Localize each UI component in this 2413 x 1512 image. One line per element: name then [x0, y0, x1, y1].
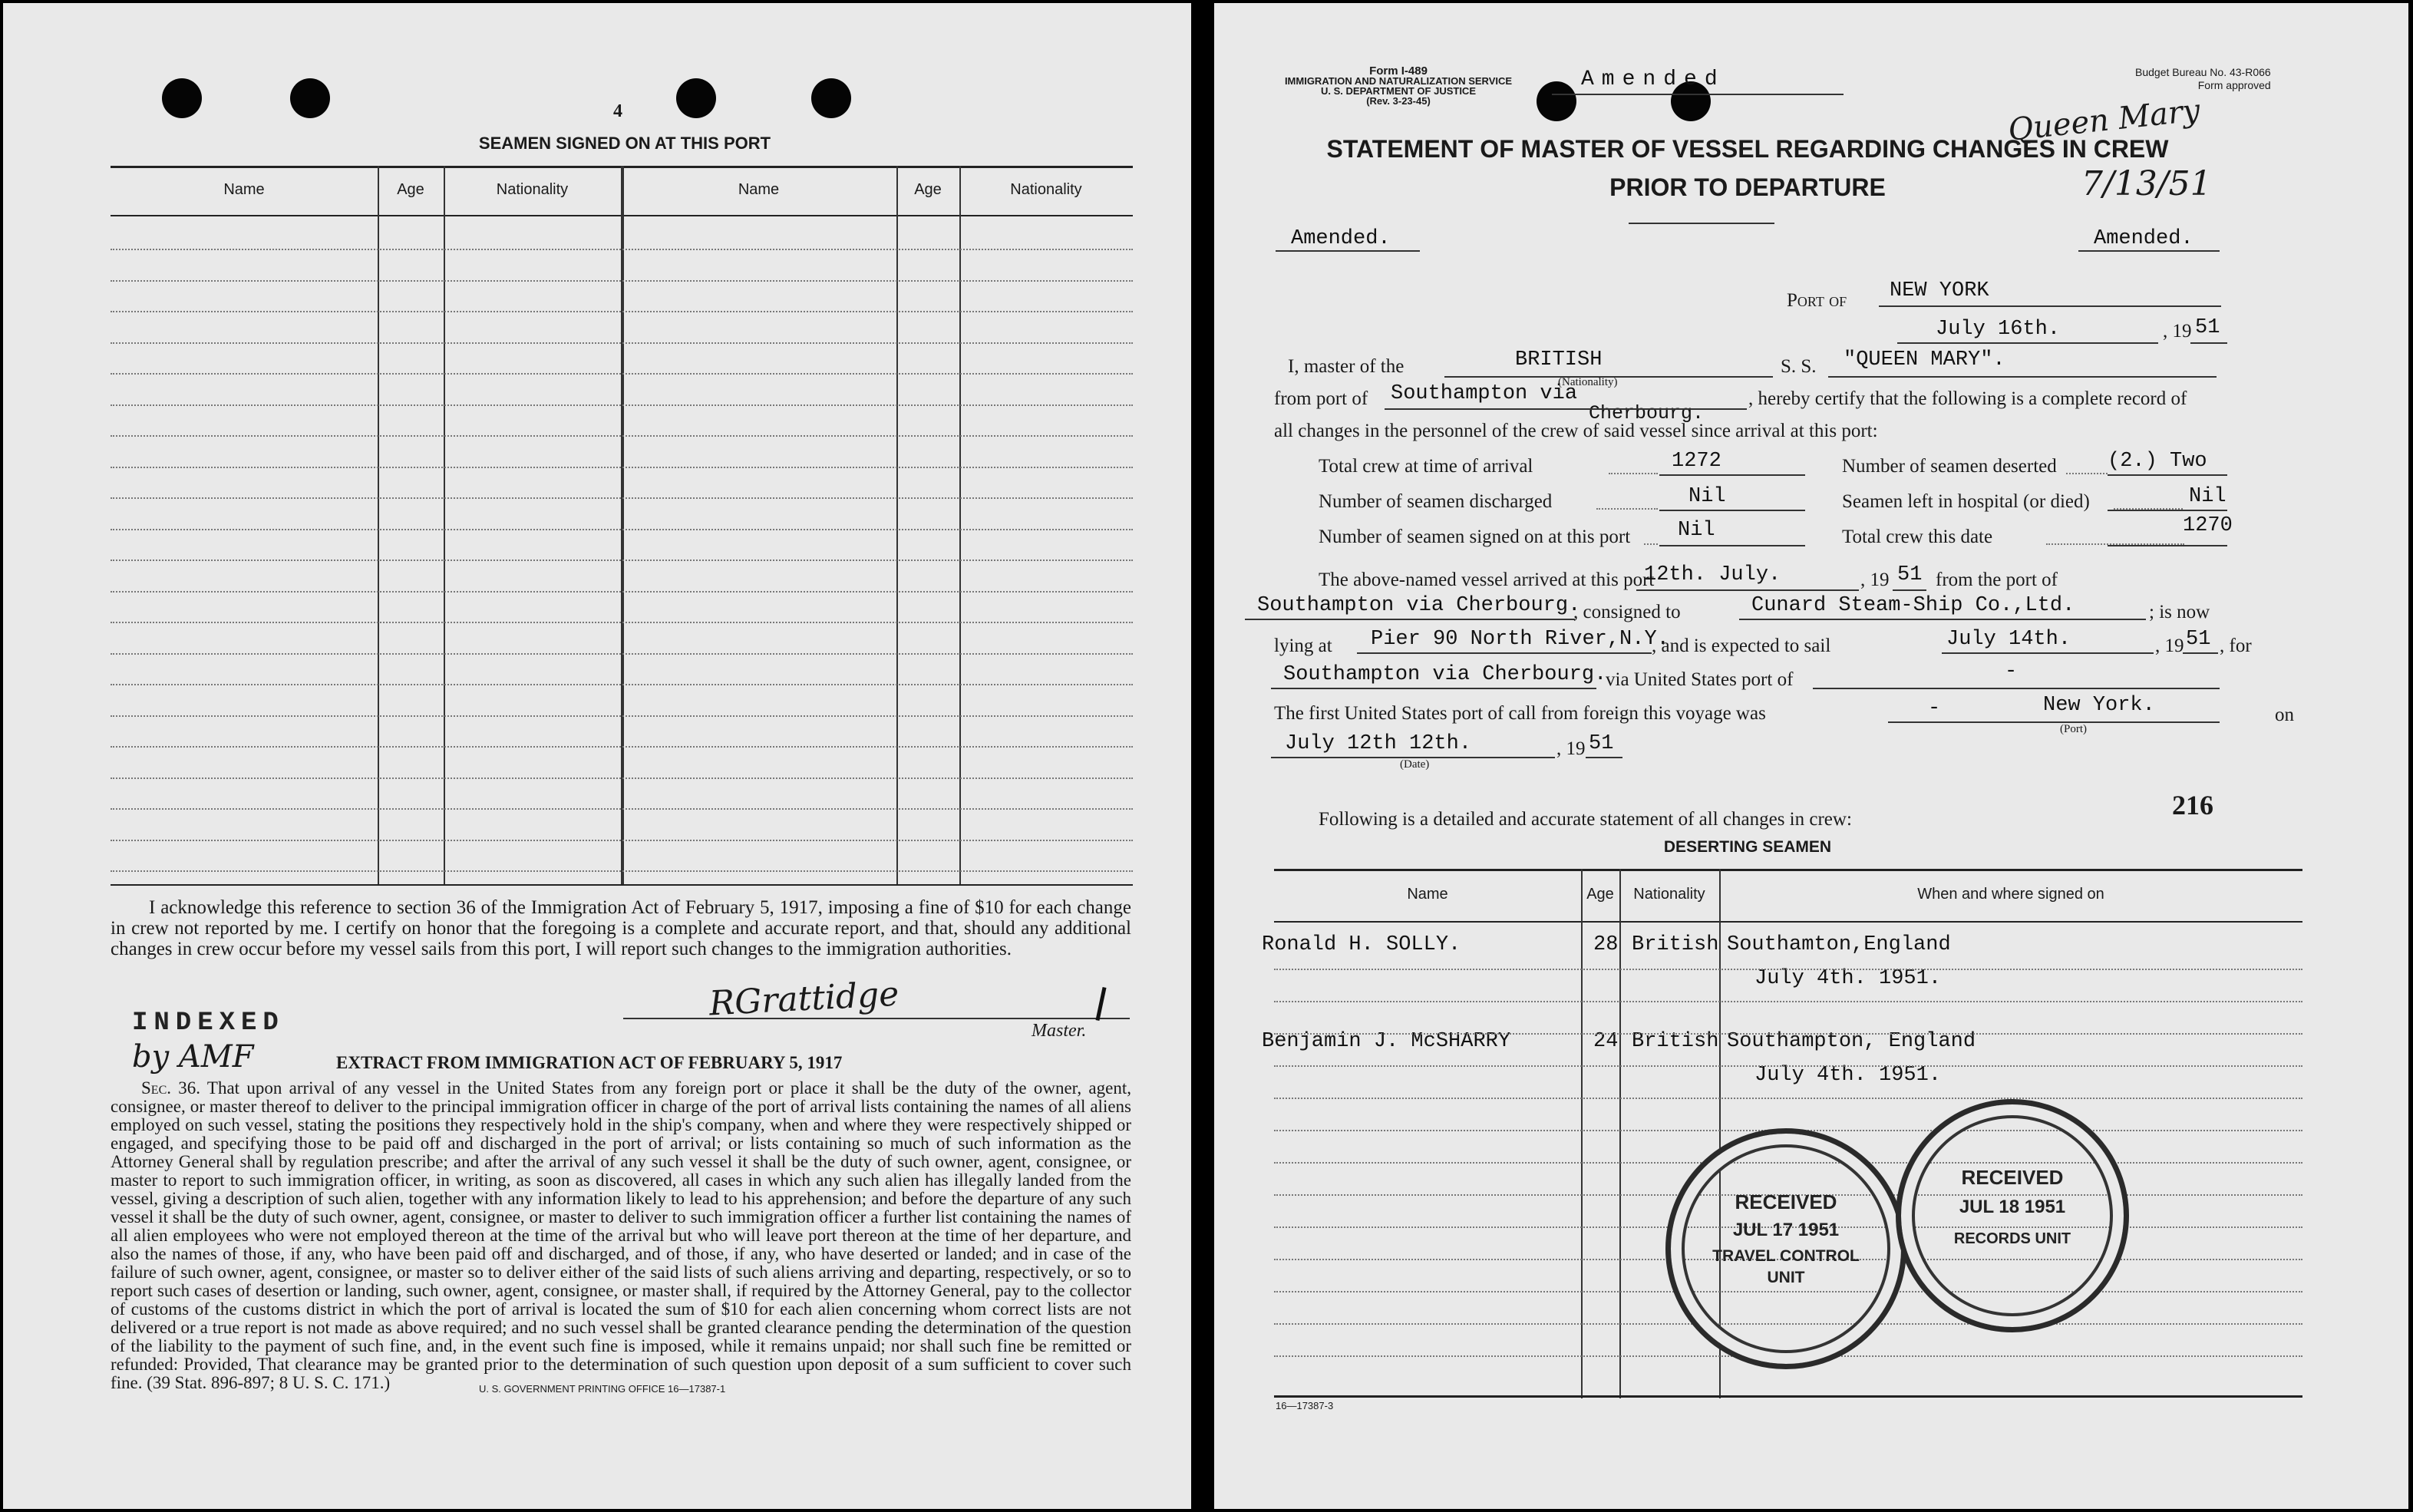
budget-approved: Form approved: [2197, 79, 2271, 91]
deserter-age: 24: [1593, 1030, 1619, 1053]
amended-underline: [1552, 94, 1844, 95]
via-label: via United States port of: [1606, 669, 1794, 690]
first-port-value: New York.: [2043, 694, 2155, 717]
certify-text: , hereby certify that the following is a complete record of: [1748, 388, 2187, 409]
deserter-signed-place: Southamton,England: [1727, 933, 1951, 956]
form-title-line2: PRIOR TO DEPARTURE: [1609, 173, 1886, 201]
port-label: Port of: [1787, 290, 1847, 311]
year-prefix: , 19: [2163, 321, 2192, 342]
consignee: Cunard Steam-Ship Co.,Ltd.: [1751, 594, 2075, 617]
deserting-column-name: Name: [1407, 886, 1448, 903]
table-row: [111, 249, 1133, 250]
stamp-received: RECEIVED: [1961, 1166, 2064, 1189]
year-underline: [2190, 342, 2227, 344]
lying-at-value: Pier 90 North River,N.Y.: [1371, 628, 1669, 651]
stat-value-deserted: (2.) Two: [2108, 450, 2207, 473]
extract-body: [111, 1079, 1131, 1392]
amended-top: Amended: [1581, 68, 1725, 91]
budget-number: Budget Bureau No. 43-R066: [2135, 66, 2271, 78]
stamp-date: JUL 18 1951: [1959, 1197, 2066, 1217]
form-department: U. S. DEPARTMENT OF JUSTICE: [1321, 85, 1476, 97]
stamp-date: JUL 17 1951: [1732, 1220, 1840, 1240]
table-row: [111, 777, 1133, 779]
table-bottom-rule: [111, 884, 1133, 886]
stamp-unit: RECORDS UNIT: [1953, 1230, 2071, 1247]
sail-label: , and is expected to sail: [1652, 636, 1831, 656]
stamp-unit-2: UNIT: [1767, 1269, 1805, 1286]
table-row: [111, 840, 1133, 841]
table-row: [111, 467, 1133, 468]
arrived-label: The above-named vessel arrived at this port: [1319, 569, 1655, 590]
table-row: [1274, 1098, 2302, 1099]
gpo-footer: U. S. GOVERNMENT PRINTING OFFICE 16—17387-1: [479, 1383, 726, 1395]
first-port-label: The first United States port of call from foreign this voyage was: [1274, 703, 1766, 724]
column-divider: [1619, 869, 1621, 1398]
deserting-column-signed-on: When and where signed on: [1917, 886, 2104, 903]
received-stamp-travel-control: [1665, 1128, 1906, 1369]
year-prefix: , 19: [1860, 569, 1890, 590]
stat-label-hospital: Seamen left in hospital (or died): [1842, 491, 2090, 512]
deserter-name: Ronald H. SOLLY.: [1262, 933, 1461, 956]
arrival-underline: [1636, 589, 1859, 591]
from-port-value: Southampton via: [1391, 382, 1578, 405]
lying-label: lying at: [1274, 636, 1332, 656]
stat-value-total-date: 1270: [2183, 514, 2233, 537]
first-port-dash: -: [1928, 697, 1941, 720]
table-row: [111, 653, 1133, 655]
following-text: Following is a detailed and accurate statement of all changes in crew:: [1319, 809, 1852, 830]
indexed-stamp: INDEXED: [132, 1009, 285, 1038]
column-divider: [1581, 869, 1583, 1398]
acknowledgement-text: I acknowledge this reference to section 36 of the Immigration Act of February 5, 1917, imposing a fine of $10 for each change in crew not reported by me. I certify on honor that the foregoing is a complete and accurate report, and that, should any additional changes in crew occur before my vessel sails from this port, I will report such changes to the immigration authorities.: [111, 897, 1131, 959]
stamp-received: RECEIVED: [1735, 1190, 1837, 1213]
certify-text-2: all changes in the personnel of the crew of said vessel since arrival at this port:: [1274, 421, 1878, 441]
port-caption: (Port): [2060, 723, 2087, 735]
year-underline: [2183, 652, 2218, 654]
punch-hole: [811, 78, 851, 118]
punch-hole: [162, 78, 202, 118]
deserting-column-age: Age: [1586, 886, 1614, 903]
deserter-nationality: British: [1632, 1030, 1719, 1053]
table-row: [1274, 1033, 2302, 1035]
form-agency: IMMIGRATION AND NATURALIZATION SERVICE: [1284, 75, 1513, 87]
year-underline: [1893, 589, 1926, 591]
stat-underline: [1659, 545, 1805, 546]
from-port-label: from port of: [1274, 388, 1368, 409]
received-stamp-records: [1896, 1099, 2129, 1332]
form-number: Form I-489: [1369, 64, 1428, 78]
stat-underline: [2108, 510, 2227, 511]
on-label: on: [2275, 705, 2294, 725]
master-signature: RGrattidge: [708, 974, 900, 1024]
origin-port: Southampton via Cherbourg.: [1257, 594, 1581, 617]
stat-underline: [1659, 474, 1805, 476]
ship-underline: [1828, 376, 2217, 378]
date-caption: (Date): [1400, 758, 1430, 771]
table-row: [111, 808, 1133, 810]
column-header-name: Name: [738, 181, 780, 198]
deserter-signed-place: Southampton, England: [1727, 1030, 1976, 1053]
ship-name: "QUEEN MARY".: [1844, 348, 2005, 371]
table-row: [111, 280, 1133, 282]
origin-underline: [1245, 619, 1575, 620]
amended-underline: [1276, 250, 1420, 252]
port-underline: [1879, 305, 2221, 307]
stat-label-discharged: Number of seamen discharged: [1319, 491, 1553, 512]
for-label: , for: [2220, 636, 2252, 656]
is-now-label: ; is now: [2149, 602, 2210, 622]
date-underline: [1897, 342, 2158, 344]
signature-stroke: [1095, 987, 1106, 1021]
deserter-nationality: British: [1632, 933, 1719, 956]
table-row: [111, 870, 1133, 872]
from-port-of-label: from the port of: [1936, 569, 2058, 590]
first-port-underline: [1888, 721, 2220, 723]
page-stamp-number: 216: [2172, 790, 2213, 820]
table-row: [111, 435, 1133, 437]
table-header-rule: [1274, 921, 2302, 923]
amended-underline: [2078, 250, 2220, 252]
extract-text: That upon arrival of any vessel in the United States from any foreign port or place it shall be the duty of the owner, agent, consignee, or master thereof to deliver to the principal immigration officer in charge of the port of arrival lists containing the names of all aliens employed on such vessel, stating the positions they respectively hold in the ship's company, when and where they were respectively shipped or engaged, and specifying those to be paid off and discharged in the port of arrival; or lists containing so much of such information as the Attorney General shall by regulation prescribe; and after the arrival of any such vessel it shall be the duty of such owner, agent, consignee, or master to report to such immigration officer, in writing, as soon as discovered, all cases in which any such alien has illegally landed from the vessel, giving a description of such alien, together with any information likely to lead to his apprehension; and before the departure of any such vessel it shall be the duty of such owner, agent, consignee, or master to deliver to such immigration officer a further list containing the names of all alien employees who were not employed thereon at the time of the arrival but who will leave port thereon at the time of her departure, and also the names of those, if any, who have been paid off and discharged, and of those, if any, who have deserted or landed; and in case of the failure of such owner, agent, consignee, or master so to deliver either of the said lists of such aliens arriving and departing, respectively, or so to report such cases of desertion or landing, such owner, agent, consignee, or master shall, if required by the Attorney General, pay to the collector of customs of the customs district in which the port of arrival is located the sum of $10 for each alien concerning whom correct lists are not delivered or a true report is not made as above required; and no such vessel shall be granted clearance pending the determination of the question of the liability to the payment of such fine, and, in the event such fine is imposed, while it remains unpaid; nor shall such fine be remitted or refunded: Provided, That clearance may be granted prior to the determination of such question upon deposit of a sum sufficient to cover such fine. (39 Stat. 896-897; 8 U. S. C. 171.): [111, 1078, 1131, 1392]
amended-left: Amended.: [1291, 227, 1391, 250]
table-row: [111, 622, 1133, 623]
handwritten-ship-name: Queen Mary: [2006, 93, 2202, 148]
budget-bureau: [2135, 66, 2271, 92]
table-row: [111, 497, 1133, 499]
stat-value-hospital: Nil: [2189, 485, 2226, 508]
stat-label-total-date: Total crew this date: [1842, 527, 1993, 547]
master-label: Master.: [1032, 1021, 1087, 1041]
table-row: [1274, 1065, 2302, 1067]
port-value: NEW YORK: [1890, 279, 1989, 302]
handwritten-date: 7/13/51: [2081, 164, 2212, 203]
amended-right: Amended.: [2094, 227, 2193, 250]
footer-code: 16—17387-3: [1276, 1400, 1334, 1411]
stat-value-discharged: Nil: [1688, 485, 1726, 508]
extract-title: EXTRACT FROM IMMIGRATION ACT OF FEBRUARY 5, 1917: [336, 1053, 843, 1072]
table-row: [111, 311, 1133, 312]
leader-dots: [1644, 543, 1658, 545]
table-row: [1274, 1001, 2302, 1002]
report-year: 51: [2195, 316, 2220, 339]
right-page: [1214, 3, 2408, 1509]
sail-underline: [1942, 652, 2154, 654]
form-revision: (Rev. 3-23-45): [1366, 95, 1431, 107]
column-header-nationality: Nationality: [1010, 181, 1082, 198]
nationality-caption: (Nationality): [1558, 376, 1618, 388]
table-top-rule: [1274, 869, 2302, 871]
leader-dots: [1609, 473, 1658, 474]
punch-hole: [676, 78, 716, 118]
destination: Southampton via Cherbourg.: [1283, 663, 1607, 686]
deserting-title: DESERTING SEAMEN: [1663, 838, 1832, 856]
arrived-year: 51: [1897, 563, 1923, 586]
stat-underline: [1659, 510, 1805, 511]
ss-label: S. S.: [1781, 356, 1817, 377]
table-row: [111, 373, 1133, 375]
column-header-nationality: Nationality: [496, 181, 569, 198]
year-prefix: , 19: [1556, 738, 1586, 759]
stat-label-total-arrival: Total crew at time of arrival: [1319, 456, 1533, 477]
stat-label-signed-on: Number of seamen signed on at this port: [1319, 527, 1631, 547]
from-port-underline: [1385, 408, 1747, 410]
punch-hole: [290, 78, 330, 118]
from-port-value-line2: Cherbourg.: [1589, 402, 1705, 424]
first-year: 51: [1589, 732, 1614, 755]
stat-value-signed-on: Nil: [1678, 519, 1715, 542]
deserter-age: 28: [1593, 933, 1619, 956]
arrived-date: 12th. July.: [1644, 563, 1781, 586]
form-title-line1: STATEMENT OF MASTER OF VESSEL REGARDING CHANGES IN CREW: [1326, 135, 2169, 163]
table-row: [111, 560, 1133, 561]
sail-date: July 14th.: [1946, 628, 2071, 651]
first-date-value: July 12th 12th.: [1285, 732, 1472, 755]
via-port: -: [2005, 660, 2018, 683]
table-row: [111, 591, 1133, 593]
table-row: [111, 342, 1133, 344]
table-row: [111, 404, 1133, 406]
master-of-label: I, master of the: [1288, 356, 1405, 377]
deserter-name: Benjamin J. McSHARRY: [1262, 1030, 1511, 1053]
deserter-signed-date: July 4th. 1951.: [1754, 1064, 1942, 1087]
leader-dots: [1596, 508, 1658, 510]
stamp-unit: TRAVEL CONTROL: [1712, 1247, 1860, 1265]
stat-underline: [2108, 545, 2227, 546]
left-page: [3, 3, 1191, 1509]
signature-line: [623, 1018, 1130, 1019]
destination-underline: [1271, 688, 1596, 689]
form-header: [1253, 66, 1544, 106]
indexed-by-initials: by AMF: [132, 1039, 254, 1075]
table-row: [111, 684, 1133, 685]
lying-underline: [1357, 652, 1652, 654]
bottom-rule: [1274, 1395, 2302, 1398]
table-row: [111, 715, 1133, 717]
consigned-label: , consigned to: [1573, 602, 1681, 622]
year-underline: [1586, 757, 1622, 758]
stat-underline: [2108, 474, 2227, 476]
year-prefix: , 19: [2155, 636, 2184, 656]
consignee-underline: [1739, 619, 2146, 620]
extract-section: Sec. 36.: [141, 1078, 201, 1098]
seamen-signed-title: SEAMEN SIGNED ON AT THIS PORT: [478, 134, 771, 153]
report-date: July 16th.: [1936, 318, 2061, 341]
page-number: 4: [613, 101, 622, 121]
vessel-nationality: BRITISH: [1515, 348, 1603, 371]
deserting-column-nationality: Nationality: [1633, 886, 1705, 903]
deserter-signed-date: July 4th. 1951.: [1754, 967, 1942, 990]
table-row: [1274, 969, 2302, 970]
table-row: [111, 746, 1133, 748]
leader-dots: [2066, 473, 2108, 474]
column-header-age: Age: [914, 181, 942, 198]
stat-label-deserted: Number of seamen deserted: [1842, 456, 2057, 477]
sail-year: 51: [2186, 628, 2211, 651]
column-header-name: Name: [223, 181, 265, 198]
column-header-age: Age: [397, 181, 424, 198]
via-underline: [1813, 688, 2220, 689]
title-rule: [1629, 223, 1774, 224]
table-row: [111, 529, 1133, 530]
stat-value-total-arrival: 1272: [1672, 450, 1721, 473]
